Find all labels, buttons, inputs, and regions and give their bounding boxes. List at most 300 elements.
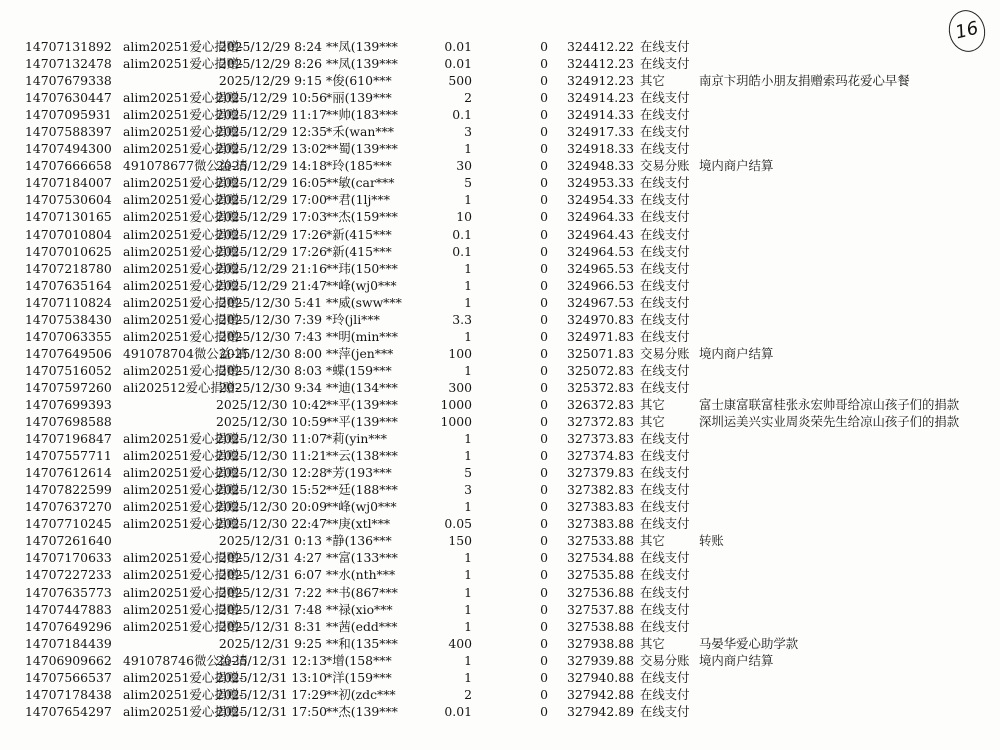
source-description: alim20251爱心捐赠-: [123, 243, 244, 259]
source-description: alim20251爱心捐赠-: [123, 584, 244, 600]
amount: 0.01: [444, 703, 472, 719]
amount: 10: [456, 209, 472, 225]
ledger-row: [0, 55, 1000, 72]
payment-type: 在线支付: [640, 567, 690, 583]
transaction-id: 14707130165: [25, 209, 112, 225]
donor-name: *蝶(159***: [326, 362, 392, 378]
payment-type: 在线支付: [640, 516, 690, 532]
donor-name: **峰(wj0***: [326, 499, 397, 515]
source-description: alim20251爱心捐赠-: [123, 362, 244, 378]
donor-name: *丽(139***: [326, 90, 392, 106]
donor-name: **庚(xtl***: [326, 516, 391, 532]
transaction-time: 2025/12/29 8:24: [218, 39, 322, 54]
transaction-time: 2025/12/29 17:26: [216, 243, 328, 259]
transaction-id: 14707597260: [25, 379, 112, 395]
transaction-id: 14707635164: [25, 277, 112, 293]
memo: 马晏华爱心助学款: [699, 635, 799, 651]
donor-name: **廷(188***: [326, 482, 398, 498]
balance: 324917.33: [566, 124, 634, 140]
source-description: alim20251爱心捐赠-: [123, 226, 244, 242]
balance: 324966.53: [566, 277, 634, 293]
payment-type: 在线支付: [640, 39, 690, 54]
ledger-row: [0, 652, 1000, 669]
donor-name: **和(135***: [326, 635, 398, 651]
ledger-row: [0, 703, 1000, 720]
ledger-row: [0, 464, 1000, 481]
source-description: alim20251爱心捐赠-: [123, 277, 244, 293]
transaction-time: 2025/12/30 7:43: [218, 328, 322, 344]
source-description: 491078677微公益-请: [123, 158, 248, 174]
balance: 324964.43: [566, 226, 634, 242]
transaction-id: 14707649296: [25, 618, 112, 634]
donor-name: **凤(139***: [326, 39, 398, 54]
donor-name: **平(139***: [326, 414, 398, 430]
memo: 富士康富联富桂张永宏帅哥给凉山孩子们的捐款: [699, 396, 960, 412]
ledger-row: [0, 635, 1000, 652]
source-description: alim20251爱心捐赠-: [123, 124, 244, 140]
transaction-id: 14707822599: [25, 482, 112, 498]
transaction-time: 2025/12/29 16:05: [216, 175, 328, 191]
transaction-id: 14707699393: [25, 396, 112, 412]
transaction-time: 2025/12/31 9:25: [218, 635, 322, 651]
transaction-time: 2025/12/31 17:29: [216, 686, 328, 702]
payment-type: 在线支付: [640, 379, 690, 395]
fee: 0: [540, 516, 548, 532]
payment-type: 在线支付: [640, 465, 690, 481]
fee: 0: [540, 260, 548, 276]
donor-name: *新(415***: [326, 226, 392, 242]
fee: 0: [540, 141, 548, 157]
transaction-time: 2025/12/29 9:15: [218, 73, 322, 89]
balance: 324914.33: [566, 107, 634, 123]
source-description: alim20251爱心捐赠-: [123, 516, 244, 532]
payment-type: 在线支付: [640, 90, 690, 106]
transaction-id: 14706909662: [25, 652, 112, 668]
balance: 324970.83: [566, 311, 634, 327]
transaction-id: 14707530604: [25, 192, 112, 208]
payment-type: 其它: [640, 396, 665, 412]
ledger-row: [0, 447, 1000, 464]
balance: 327939.88: [566, 652, 634, 668]
donor-name: **凤(139***: [326, 56, 398, 72]
amount: 0.05: [444, 516, 472, 532]
balance: 324954.33: [566, 192, 634, 208]
amount: 1: [464, 448, 472, 464]
ledger-row: [0, 89, 1000, 106]
transaction-id: 14707132478: [25, 56, 112, 72]
transaction-id: 14707261640: [25, 533, 112, 549]
payment-type: 在线支付: [640, 362, 690, 378]
amount: 0.1: [452, 226, 472, 242]
amount: 1: [464, 141, 472, 157]
amount: 300: [448, 379, 472, 395]
balance: 327938.88: [566, 635, 634, 651]
ledger-row: [0, 498, 1000, 515]
donor-name: *玲(185***: [326, 158, 392, 174]
transaction-id: 14707566537: [25, 669, 112, 685]
payment-type: 在线支付: [640, 686, 690, 702]
balance: 327942.88: [566, 686, 634, 702]
transaction-id: 14707649506: [25, 345, 112, 361]
balance: 324971.83: [566, 328, 634, 344]
transaction-id: 14707170633: [25, 550, 112, 566]
balance: 327383.88: [566, 516, 634, 532]
balance: 327536.88: [566, 584, 634, 600]
source-description: alim20251爱心捐赠-: [123, 260, 244, 276]
fee: 0: [540, 431, 548, 447]
transaction-time: 2025/12/30 22:47: [216, 516, 328, 532]
transaction-time: 2025/12/30 5:41: [218, 294, 322, 310]
transaction-time: 2025/12/30 11:07: [216, 431, 328, 447]
fee: 0: [540, 703, 548, 719]
amount: 1: [464, 601, 472, 617]
donor-name: **明(min***: [326, 328, 398, 344]
transaction-time: 2025/12/30 9:34: [218, 379, 322, 395]
amount: 1: [464, 652, 472, 668]
fee: 0: [540, 311, 548, 327]
amount: 1: [464, 584, 472, 600]
amount: 1: [464, 192, 472, 208]
amount: 1: [464, 618, 472, 634]
donor-name: **书(867***: [326, 584, 398, 600]
amount: 150: [448, 533, 472, 549]
ledger-row: [0, 243, 1000, 260]
ledger-row: [0, 601, 1000, 618]
balance: 324914.23: [566, 90, 634, 106]
donor-name: **水(nth***: [326, 567, 396, 583]
fee: 0: [540, 277, 548, 293]
amount: 1: [464, 328, 472, 344]
donor-name: **蜀(139***: [326, 141, 398, 157]
balance: 327379.83: [566, 465, 634, 481]
transaction-id: 14707654297: [25, 703, 112, 719]
transaction-time: 2025/12/31 13:10: [216, 669, 328, 685]
memo: 境内商户结算: [699, 345, 774, 361]
balance: 324964.33: [566, 209, 634, 225]
fee: 0: [540, 652, 548, 668]
amount: 5: [464, 175, 472, 191]
payment-type: 在线支付: [640, 192, 690, 208]
transaction-id: 14707131892: [25, 39, 112, 54]
source-description: alim20251爱心捐赠-: [123, 448, 244, 464]
fee: 0: [540, 686, 548, 702]
payment-type: 在线支付: [640, 550, 690, 566]
fee: 0: [540, 90, 548, 106]
transaction-id: 14707184439: [25, 635, 112, 651]
fee: 0: [540, 56, 548, 72]
source-description: alim20251爱心捐赠-: [123, 618, 244, 634]
fee: 0: [540, 567, 548, 583]
transaction-id: 14707196847: [25, 431, 112, 447]
source-description: alim20251爱心捐赠-: [123, 39, 244, 54]
transaction-time: 2025/12/29 17:03: [216, 209, 328, 225]
transaction-id: 14707666658: [25, 158, 112, 174]
donor-name: **帅(183***: [326, 107, 398, 123]
fee: 0: [540, 328, 548, 344]
payment-type: 在线支付: [640, 669, 690, 685]
payment-type: 在线支付: [640, 175, 690, 191]
transaction-ledger: [0, 38, 1000, 720]
source-description: alim20251爱心捐赠-: [123, 107, 244, 123]
transaction-id: 14707010804: [25, 226, 112, 242]
transaction-time: 2025/12/31 7:48: [218, 601, 322, 617]
payment-type: 交易分账: [640, 158, 690, 174]
ledger-row: [0, 140, 1000, 157]
balance: 327538.88: [566, 618, 634, 634]
ledger-row: [0, 277, 1000, 294]
transaction-id: 14707010625: [25, 243, 112, 259]
handwritten-page-number: 16: [944, 6, 989, 55]
payment-type: 在线支付: [640, 499, 690, 515]
transaction-time: 2025/12/31 17:50: [216, 703, 328, 719]
source-description: ali202512爱心捐赠-: [123, 379, 240, 395]
transaction-id: 14707218780: [25, 260, 112, 276]
donor-name: *禾(wan***: [326, 124, 394, 140]
balance: 324918.33: [566, 141, 634, 157]
donor-name: **禄(xio***: [326, 601, 393, 617]
transaction-time: 2025/12/30 12:28: [216, 465, 328, 481]
ledger-row: [0, 379, 1000, 396]
memo: 深圳运美兴实业周炎荣先生给凉山孩子们的捐款: [699, 414, 960, 430]
transaction-time: 2025/12/30 20:09: [216, 499, 328, 515]
ledger-row: [0, 669, 1000, 686]
fee: 0: [540, 345, 548, 361]
source-description: alim20251爱心捐赠-: [123, 686, 244, 702]
donor-name: **玮(150***: [326, 260, 398, 276]
amount: 5: [464, 465, 472, 481]
fee: 0: [540, 396, 548, 412]
transaction-id: 14707612614: [25, 465, 112, 481]
ledger-row: [0, 157, 1000, 174]
memo: 南京卞玥皓小朋友捐赠索玛花爱心早餐: [699, 73, 910, 89]
transaction-id: 14707698588: [25, 414, 112, 430]
source-description: alim20251爱心捐赠-: [123, 56, 244, 72]
payment-type: 在线支付: [640, 482, 690, 498]
fee: 0: [540, 243, 548, 259]
amount: 3: [464, 124, 472, 140]
transaction-time: 2025/12/29 12:35: [216, 124, 328, 140]
donor-name: **富(133***: [326, 550, 398, 566]
fee: 0: [540, 533, 548, 549]
donor-name: **君(1lj***: [326, 192, 390, 208]
transaction-time: 2025/12/31 8:31: [218, 618, 322, 634]
payment-type: 在线支付: [640, 431, 690, 447]
donor-name: **初(zdc***: [326, 686, 396, 702]
source-description: alim20251爱心捐赠-: [123, 703, 244, 719]
source-description: 491078704微公益-请: [123, 345, 248, 361]
source-description: alim20251爱心捐赠-: [123, 601, 244, 617]
transaction-id: 14707447883: [25, 601, 112, 617]
fee: 0: [540, 379, 548, 395]
source-description: alim20251爱心捐赠-: [123, 90, 244, 106]
balance: 324912.23: [566, 73, 634, 89]
source-description: alim20251爱心捐赠-: [123, 141, 244, 157]
source-description: alim20251爱心捐赠-: [123, 550, 244, 566]
donor-name: *新(415***: [326, 243, 392, 259]
amount: 1: [464, 499, 472, 515]
fee: 0: [540, 158, 548, 174]
fee: 0: [540, 73, 548, 89]
donor-name: **敏(car***: [326, 175, 395, 191]
source-description: alim20251爱心捐赠-: [123, 499, 244, 515]
transaction-time: 2025/12/29 17:26: [216, 226, 328, 242]
fee: 0: [540, 209, 548, 225]
donor-name: **迪(134***: [326, 379, 398, 395]
ledger-row: [0, 686, 1000, 703]
source-description: alim20251爱心捐赠-: [123, 328, 244, 344]
transaction-time: 2025/12/30 10:42: [216, 396, 328, 412]
transaction-time: 2025/12/31 12:13: [216, 652, 328, 668]
ledger-row: [0, 38, 1000, 55]
payment-type: 在线支付: [640, 618, 690, 634]
ledger-row: [0, 430, 1000, 447]
amount: 2: [464, 686, 472, 702]
payment-type: 在线支付: [640, 294, 690, 310]
balance: 327537.88: [566, 601, 634, 617]
fee: 0: [540, 465, 548, 481]
payment-type: 交易分账: [640, 652, 690, 668]
source-description: alim20251爱心捐赠-: [123, 482, 244, 498]
amount: 1000: [440, 396, 472, 412]
amount: 0.1: [452, 107, 472, 123]
amount: 500: [448, 73, 472, 89]
amount: 1: [464, 277, 472, 293]
fee: 0: [540, 448, 548, 464]
ledger-row: [0, 515, 1000, 532]
balance: 326372.83: [566, 396, 634, 412]
amount: 1000: [440, 414, 472, 430]
amount: 1: [464, 669, 472, 685]
transaction-id: 14707227233: [25, 567, 112, 583]
transaction-time: 2025/12/30 8:03: [218, 362, 322, 378]
transaction-id: 14707635773: [25, 584, 112, 600]
fee: 0: [540, 601, 548, 617]
ledger-row: [0, 311, 1000, 328]
fee: 0: [540, 39, 548, 54]
transaction-time: 2025/12/30 10:59: [216, 414, 328, 430]
balance: 325072.83: [566, 362, 634, 378]
transaction-id: 14707178438: [25, 686, 112, 702]
source-description: alim20251爱心捐赠-: [123, 431, 244, 447]
donor-name: *增(158***: [326, 652, 392, 668]
ledger-row: [0, 328, 1000, 345]
transaction-id: 14707494300: [25, 141, 112, 157]
payment-type: 其它: [640, 73, 665, 89]
donor-name: *芳(193***: [326, 465, 392, 481]
ledger-row: [0, 106, 1000, 123]
amount: 1: [464, 260, 472, 276]
balance: 324412.23: [566, 56, 634, 72]
fee: 0: [540, 294, 548, 310]
fee: 0: [540, 175, 548, 191]
payment-type: 在线支付: [640, 277, 690, 293]
donor-name: **杰(159***: [326, 209, 398, 225]
fee: 0: [540, 550, 548, 566]
transaction-id: 14707184007: [25, 175, 112, 191]
donor-name: **茜(edd***: [326, 618, 398, 634]
fee: 0: [540, 584, 548, 600]
donor-name: *洋(159***: [326, 669, 392, 685]
transaction-time: 2025/12/30 8:00: [218, 345, 322, 361]
amount: 0.1: [452, 243, 472, 259]
payment-type: 在线支付: [640, 328, 690, 344]
transaction-id: 14707538430: [25, 311, 112, 327]
amount: 1: [464, 550, 472, 566]
amount: 400: [448, 635, 472, 651]
transaction-id: 14707710245: [25, 516, 112, 532]
amount: 3: [464, 482, 472, 498]
memo: 境内商户结算: [699, 158, 774, 174]
transaction-time: 2025/12/30 15:52: [216, 482, 328, 498]
transaction-id: 14707063355: [25, 328, 112, 344]
balance: 327373.83: [566, 431, 634, 447]
transaction-time: 2025/12/29 13:02: [216, 141, 328, 157]
payment-type: 其它: [640, 533, 665, 549]
transaction-id: 14707110824: [25, 294, 112, 310]
ledger-row: [0, 208, 1000, 225]
source-description: alim20251爱心捐赠-: [123, 567, 244, 583]
amount: 3.3: [452, 311, 472, 327]
payment-type: 在线支付: [640, 56, 690, 72]
ledger-row: [0, 174, 1000, 191]
transaction-time: 2025/12/29 11:17: [216, 107, 328, 123]
amount: 1: [464, 362, 472, 378]
transaction-time: 2025/12/29 8:26: [218, 56, 322, 72]
payment-type: 交易分账: [640, 345, 690, 361]
source-description: alim20251爱心捐赠-: [123, 175, 244, 191]
transaction-id: 14707679338: [25, 73, 112, 89]
source-description: alim20251爱心捐赠-: [123, 294, 244, 310]
payment-type: 在线支付: [640, 260, 690, 276]
balance: 324965.53: [566, 260, 634, 276]
donor-name: **威(sww***: [326, 294, 402, 310]
amount: 100: [448, 345, 472, 361]
amount: 1: [464, 294, 472, 310]
transaction-time: 2025/12/31 7:22: [218, 584, 322, 600]
fee: 0: [540, 635, 548, 651]
payment-type: 在线支付: [640, 703, 690, 719]
transaction-time: 2025/12/29 14:18: [216, 158, 328, 174]
ledger-row: [0, 345, 1000, 362]
balance: 327382.83: [566, 482, 634, 498]
ledger-row: [0, 362, 1000, 379]
donor-name: *莉(yin***: [326, 431, 387, 447]
transaction-id: 14707630447: [25, 90, 112, 106]
fee: 0: [540, 669, 548, 685]
source-description: alim20251爱心捐赠-: [123, 209, 244, 225]
transaction-time: 2025/12/31 0:13: [218, 533, 322, 549]
payment-type: 在线支付: [640, 243, 690, 259]
donor-name: **云(138***: [326, 448, 398, 464]
donor-name: **杰(139***: [326, 703, 398, 719]
amount: 0.01: [444, 39, 472, 54]
ledger-row: [0, 72, 1000, 89]
payment-type: 在线支付: [640, 584, 690, 600]
ledger-row: [0, 123, 1000, 140]
transaction-id: 14707637270: [25, 499, 112, 515]
source-description: 491078746微公益-请: [123, 652, 248, 668]
donor-name: *玲(jli***: [326, 311, 380, 327]
ledger-row: [0, 191, 1000, 208]
payment-type: 在线支付: [640, 124, 690, 140]
payment-type: 其它: [640, 414, 665, 430]
payment-type: 在线支付: [640, 107, 690, 123]
ledger-row: [0, 481, 1000, 498]
balance: 327383.83: [566, 499, 634, 515]
balance: 325071.83: [566, 345, 634, 361]
memo: 境内商户结算: [699, 652, 774, 668]
donor-name: **峰(wj0***: [326, 277, 397, 293]
